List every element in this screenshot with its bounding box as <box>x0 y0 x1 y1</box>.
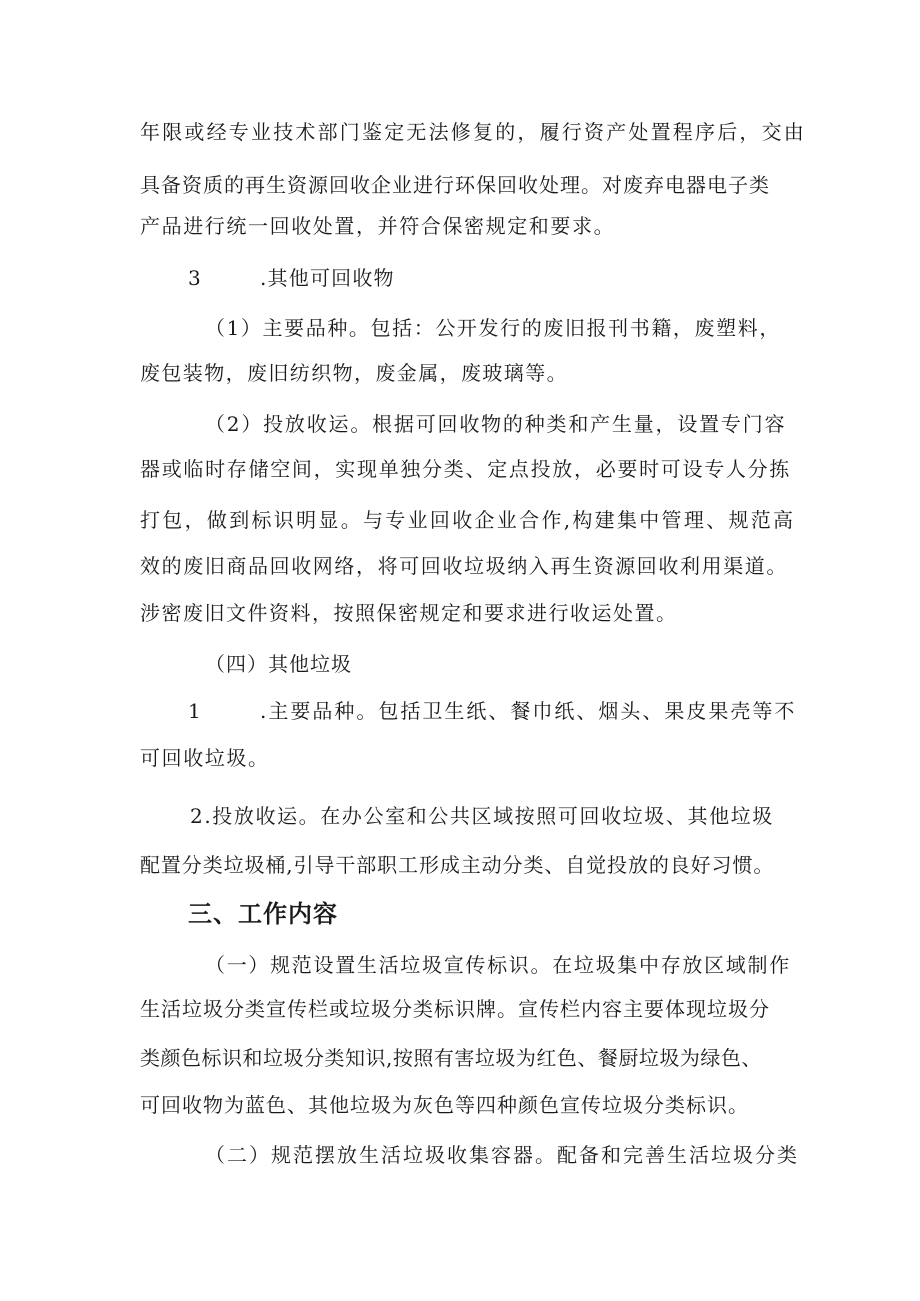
text-line: 涉密废旧文件资料，按照保密规定和要求进行收运处置。 <box>140 601 678 625</box>
text-line: 配置分类垃圾桶,引导干部职工形成主动分类、自觉投放的良好习惯。 <box>140 853 775 877</box>
item-number: 1 <box>188 699 203 723</box>
item-number: 3 <box>188 266 202 290</box>
section-subheading: （四）其他垃圾 <box>205 652 352 676</box>
text-line: 年限或经专业技术部门鉴定无法修复的，履行资产处置程序后，交由 <box>140 120 806 144</box>
item-title: .其他可回收物 <box>260 266 395 290</box>
section-heading: 三、工作内容 <box>188 900 338 928</box>
list-item-number <box>188 697 796 725</box>
list-item-number <box>188 264 395 292</box>
text-line: （一）规范设置生活垃圾宣传标识。在垃圾集中存放区域制作 <box>205 953 791 977</box>
text-line: 可回收垃圾。 <box>140 746 270 770</box>
text-line: （1）主要品种。包括：公开发行的废旧报刊书籍，废塑料， <box>205 316 781 340</box>
text-line: 打包，做到标识明显。与专业回收企业合作,构建集中管理、规范高 <box>140 508 796 532</box>
text-line: （2）投放收运。根据可回收物的种类和产生量，设置专门容 <box>205 412 787 436</box>
text-line: 2.投放收运。在办公室和公共区域按照可回收垃圾、其他垃圾 <box>190 804 774 828</box>
item-text: .主要品种。包括卫生纸、餐巾纸、烟头、果皮果壳等不 <box>260 699 797 723</box>
text-line: （二）规范摆放生活垃圾收集容器。配备和完善生活垃圾分类 <box>205 1143 799 1167</box>
text-line: 类颜色标识和垃圾分类知识,按照有害垃圾为红色、餐厨垃圾为绿色、 <box>140 1046 762 1070</box>
text-line: 器或临时存储空间，实现单独分类、定点投放，必要时可设专人分拣 <box>140 457 791 481</box>
text-line: 生活垃圾分类宣传栏或垃圾分类标识牌。宣传栏内容主要体现垃圾分 <box>140 997 770 1021</box>
text-line: 可回收物为蓝色、其他垃圾为灰色等四种颜色宣传垃圾分类标识。 <box>140 1093 749 1117</box>
text-line: 效的废旧商品回收网络，将可回收垃圾纳入再生资源回收利用渠道。 <box>140 554 788 578</box>
text-line: 产品进行统一回收处置，并符合保密规定和要求。 <box>140 214 616 238</box>
text-line: 废包装物，废旧纺织物，废金属，废玻璃等。 <box>140 361 568 385</box>
text-line: 具备资质的再生资源回收企业进行环保回收处理。对废弃电器电子类 <box>140 173 770 197</box>
